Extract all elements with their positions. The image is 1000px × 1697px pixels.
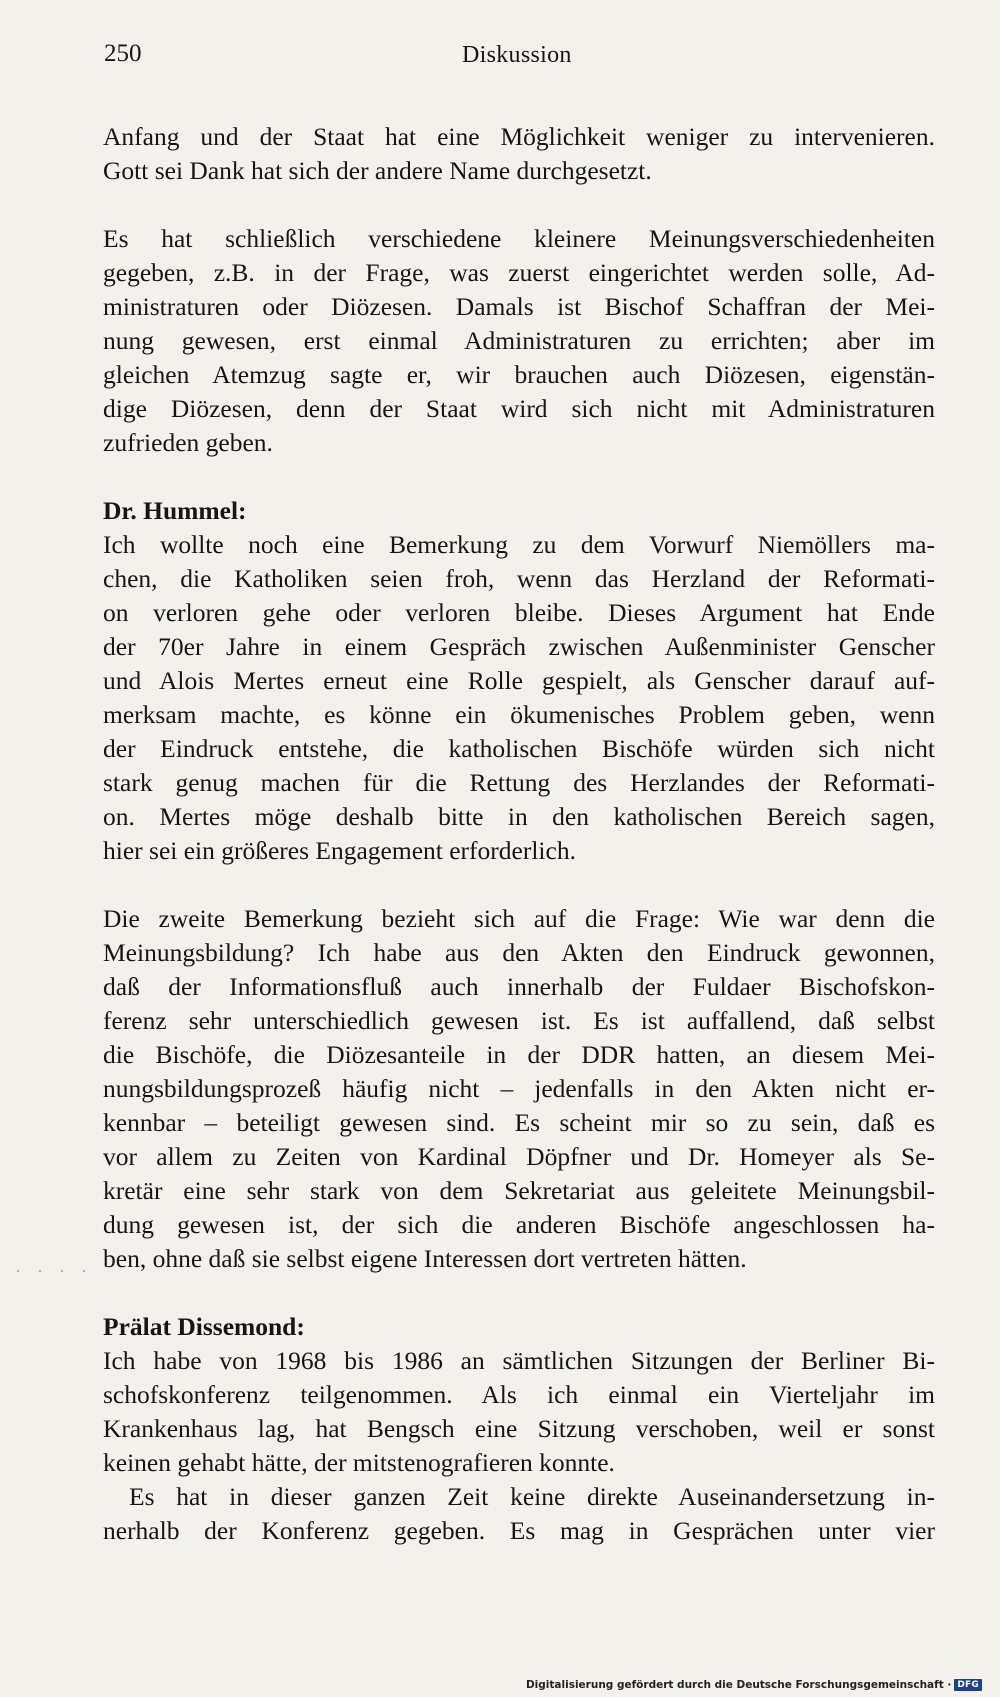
text-line: on verloren gehe oder verloren bleibe. Dieses Argument hat Ende bbox=[103, 598, 935, 627]
text-line: Es hat in dieser ganzen Zeit keine direkte Auseinandersetzung in- bbox=[129, 1482, 935, 1511]
text-line: Ich habe von 1968 bis 1986 an sämtlichen Sitzungen der Berliner Bi- bbox=[103, 1346, 935, 1375]
text-line: nerhalb der Konferenz gegeben. Es mag in Gesprächen unter vier bbox=[103, 1516, 935, 1545]
text-line: Meinungsbildung? Ich habe aus den Akten den Eindruck gewonnen, bbox=[103, 938, 935, 967]
text-line: Die zweite Bemerkung bezieht sich auf die Frage: Wie war denn die bbox=[103, 904, 935, 933]
text-line: Anfang und der Staat hat eine Möglichkeit weniger zu intervenieren. bbox=[103, 122, 935, 151]
dfg-logo: DFG bbox=[954, 1679, 982, 1691]
text-line: chen, die Katholiken seien froh, wenn das Herzland der Reformati- bbox=[103, 564, 935, 593]
text-line: vor allem zu Zeiten von Kardinal Döpfner und Dr. Homeyer als Se- bbox=[103, 1142, 935, 1171]
text-line: kretär eine sehr stark von dem Sekretariat aus geleitete Meinungsbil- bbox=[103, 1176, 935, 1205]
text-line: ministraturen oder Diözesen. Damals ist Bischof Schaffran der Mei- bbox=[103, 292, 935, 321]
page-number: 250 bbox=[104, 40, 142, 67]
text-line: daß der Informationsfluß auch innerhalb der Fuldaer Bischofskon- bbox=[103, 972, 935, 1001]
text-line: nungsbildungsprozeß häufig nicht – jedenfalls in den Akten nicht er- bbox=[103, 1074, 935, 1103]
text-line: keinen gehabt hätte, der mitstenografieren konnte. bbox=[103, 1448, 615, 1477]
text-line: dige Diözesen, denn der Staat wird sich nicht mit Administraturen bbox=[103, 394, 935, 423]
text-line: nung gewesen, erst einmal Administraturen zu errichten; aber im bbox=[103, 326, 935, 355]
text-line: gegeben, z.B. in der Frage, was zuerst eingerichtet werden solle, Ad- bbox=[103, 258, 935, 287]
text-line: Ich wollte noch eine Bemerkung zu dem Vorwurf Niemöllers ma- bbox=[103, 530, 935, 559]
body-text bbox=[103, 120, 935, 1548]
text-line: zufrieden geben. bbox=[103, 428, 273, 457]
text-line: Krankenhaus lag, hat Bengsch eine Sitzung verschoben, weil er sonst bbox=[103, 1414, 935, 1443]
text-line: schofskonferenz teilgenommen. Als ich einmal ein Vierteljahr im bbox=[103, 1380, 935, 1409]
text-line: kennbar – beteiligt gewesen sind. Es scheint mir so zu sein, daß es bbox=[103, 1108, 935, 1137]
text-line: und Alois Mertes erneut eine Rolle gespielt, als Genscher darauf auf- bbox=[103, 666, 935, 695]
text-line: ben, ohne daß sie selbst eigene Interessen dort vertreten hätten. bbox=[103, 1244, 747, 1273]
text-line: gleichen Atemzug sagte er, wir brauchen auch Diözesen, eigenstän- bbox=[103, 360, 935, 389]
text-line: der Eindruck entstehe, die katholischen Bischöfe würden sich nicht bbox=[103, 734, 935, 763]
digitization-footer bbox=[526, 1679, 982, 1691]
footer-text: Digitalisierung gefördert durch die Deutsche Forschungsgemeinschaft · bbox=[525, 1679, 952, 1691]
paragraph-gap bbox=[103, 1276, 935, 1310]
text-line: der 70er Jahre in einem Gespräch zwischen Außenminister Genscher bbox=[103, 632, 935, 661]
speaker-name: Prälat Dissemond: bbox=[103, 1312, 305, 1341]
speaker-name: Dr. Hummel: bbox=[103, 496, 247, 525]
text-line: Gott sei Dank hat sich der andere Name durchgesetzt. bbox=[103, 156, 652, 185]
text-line: die Bischöfe, die Diözesanteile in der DDR hatten, an diesem Mei- bbox=[103, 1040, 935, 1069]
text-line: merksam machte, es könne ein ökumenisches Problem geben, wenn bbox=[103, 700, 935, 729]
text-line: ferenz sehr unterschiedlich gewesen ist. Es ist auffallend, daß selbst bbox=[103, 1006, 935, 1035]
text-line: on. Mertes möge deshalb bitte in den katholischen Bereich sagen, bbox=[103, 802, 935, 831]
running-title: Diskussion bbox=[462, 42, 572, 68]
text-line: Es hat schließlich verschiedene kleinere Meinungsverschiedenheiten bbox=[103, 224, 935, 253]
text-line: hier sei ein größeres Engagement erforderlich. bbox=[103, 836, 576, 865]
text-line: stark genug machen für die Rettung des Herzlandes der Reformati- bbox=[103, 768, 935, 797]
paragraph-gap bbox=[103, 188, 935, 222]
paragraph-gap bbox=[103, 868, 935, 902]
paragraph-gap bbox=[103, 460, 935, 494]
text-line: dung gewesen ist, der sich die anderen Bischöfe angeschlossen ha- bbox=[103, 1210, 935, 1239]
scan-artifact-dots bbox=[14, 1268, 94, 1274]
